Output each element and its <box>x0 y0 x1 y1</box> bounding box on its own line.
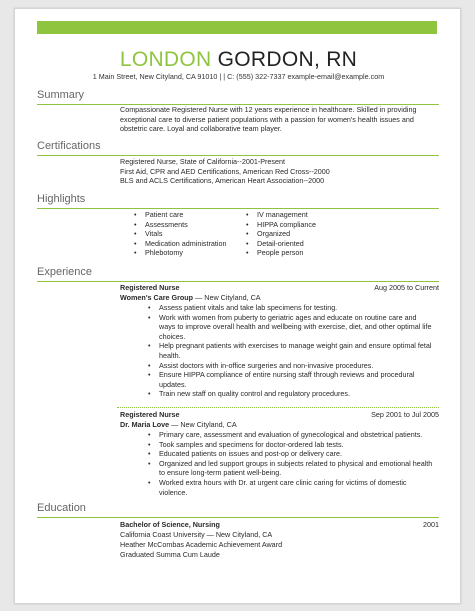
employer-name: Dr. Maria Love <box>120 420 170 429</box>
summary-line: Compassionate Registered Nurse with 12 years experience in healthcare. Skilled in providing <box>120 105 417 114</box>
school-name: California Coast University <box>120 530 205 539</box>
job-divider <box>117 407 439 408</box>
duty-item: • Educated patients on issues and post-op or delivery care. <box>148 449 443 459</box>
highlight-item: • Assessments <box>134 220 244 230</box>
last-name: GORDON, RN <box>217 48 358 71</box>
section-title-education: Education <box>37 502 86 514</box>
summary-text <box>120 105 440 134</box>
section-rule-certifications <box>37 155 439 156</box>
employer-location: — New Cityland, CA <box>193 293 261 302</box>
certification-item: Registered Nurse, State of California--2001-Present <box>120 157 285 166</box>
job-duties-list <box>148 430 443 497</box>
duty-item: • Primary care, assessment and evaluation of gynecological and obstetrical patients. <box>148 430 443 440</box>
certification-item: First Aid, CPR and AED Certifications, American Red Cross--2000 <box>120 166 330 176</box>
graduation-year: 2001 <box>423 520 439 529</box>
certifications-list <box>120 157 440 186</box>
highlights-left-list <box>134 210 244 258</box>
highlights-right-list <box>246 210 366 258</box>
job-dates: Aug 2005 to Current <box>374 283 439 292</box>
candidate-name <box>15 48 462 72</box>
employer-location: — New Cityland, CA <box>169 420 237 429</box>
job-title: Registered Nurse <box>120 410 180 419</box>
section-rule-experience <box>37 281 439 282</box>
job-title: Registered Nurse <box>120 283 180 292</box>
section-title-summary: Summary <box>37 89 85 101</box>
section-rule-highlights <box>37 208 439 209</box>
highlight-item: • Phlebotomy <box>134 248 244 258</box>
certification-item: BLS and ACLS Certifications, American Heart Association--2000 <box>120 176 325 186</box>
highlight-item: • Organized <box>246 229 366 239</box>
school-location: — New Cityland, CA <box>204 530 273 539</box>
highlight-item: • Vitals <box>134 229 244 239</box>
employer-name: Women's Care Group <box>120 293 194 302</box>
job-dates: Sep 2001 to Jul 2005 <box>371 410 439 419</box>
resume-page <box>14 8 461 604</box>
highlight-item: • People person <box>246 248 366 258</box>
duty-item: • Assess patient vitals and take lab specimens for testing. <box>148 303 443 313</box>
job-employer-line <box>120 420 420 430</box>
highlight-item: • Patient care <box>134 210 244 220</box>
summary-line: obstetric care. Loyal and collaborative team player. <box>120 124 282 134</box>
job-duties-list <box>148 303 443 399</box>
duty-item: • Ensure HIPPA compliance of entire nursing staff through reviews and procedural updates. <box>148 370 443 389</box>
highlight-item: • IV management <box>246 210 366 220</box>
highlight-item: • HIPPA compliance <box>246 220 366 230</box>
contact-line: 1 Main Street, New Cityland, CA 91010 | | C: (555) 322-7337 example-email@example.com <box>92 72 385 81</box>
first-name: LONDON <box>119 48 212 71</box>
section-title-experience: Experience <box>37 266 93 278</box>
section-title-highlights: Highlights <box>37 193 86 205</box>
duty-item: • Work with women from puberty to geriatric ages and educate on routine care and ways to improve overall health and wellbeing with exercise, diet, and other optimal life choices. <box>148 313 443 342</box>
duty-item: • Train new staff on quality control and regulatory procedures. <box>148 389 443 399</box>
section-title-certifications: Certifications <box>37 140 101 152</box>
duty-item: • Help pregnant patients with exercises to manage weight gain and ensure optimal fetal health. <box>148 341 443 360</box>
section-rule-education <box>37 517 439 518</box>
summary-line: exceptional care to diverse patient populations with a passion for women's health issues and <box>120 114 414 124</box>
duty-item: • Organized and led support groups in subjects related to physical and emotional health to ensure long-term patient well-being. <box>148 459 443 478</box>
duty-item: • Worked extra hours with Dr. at urgent care clinic caring for victims of domestic violence. <box>148 478 443 497</box>
highlight-item: • Medication administration <box>134 239 244 249</box>
job-employer-line <box>120 293 420 303</box>
highlight-item: • Detail-oriented <box>246 239 366 249</box>
duty-item: • Assist doctors with in-office surgeries and non-invasive procedures. <box>148 361 443 371</box>
school-line <box>120 530 420 540</box>
degree: Bachelor of Science, Nursing <box>120 520 220 529</box>
header-accent-bar <box>37 21 437 34</box>
duty-item: • Took samples and specimens for doctor-ordered lab tests. <box>148 440 443 450</box>
honor-item: Heather McCombas Academic Achievement Award <box>120 540 283 549</box>
honor-item: Graduated Summa Cum Laude <box>120 550 220 559</box>
